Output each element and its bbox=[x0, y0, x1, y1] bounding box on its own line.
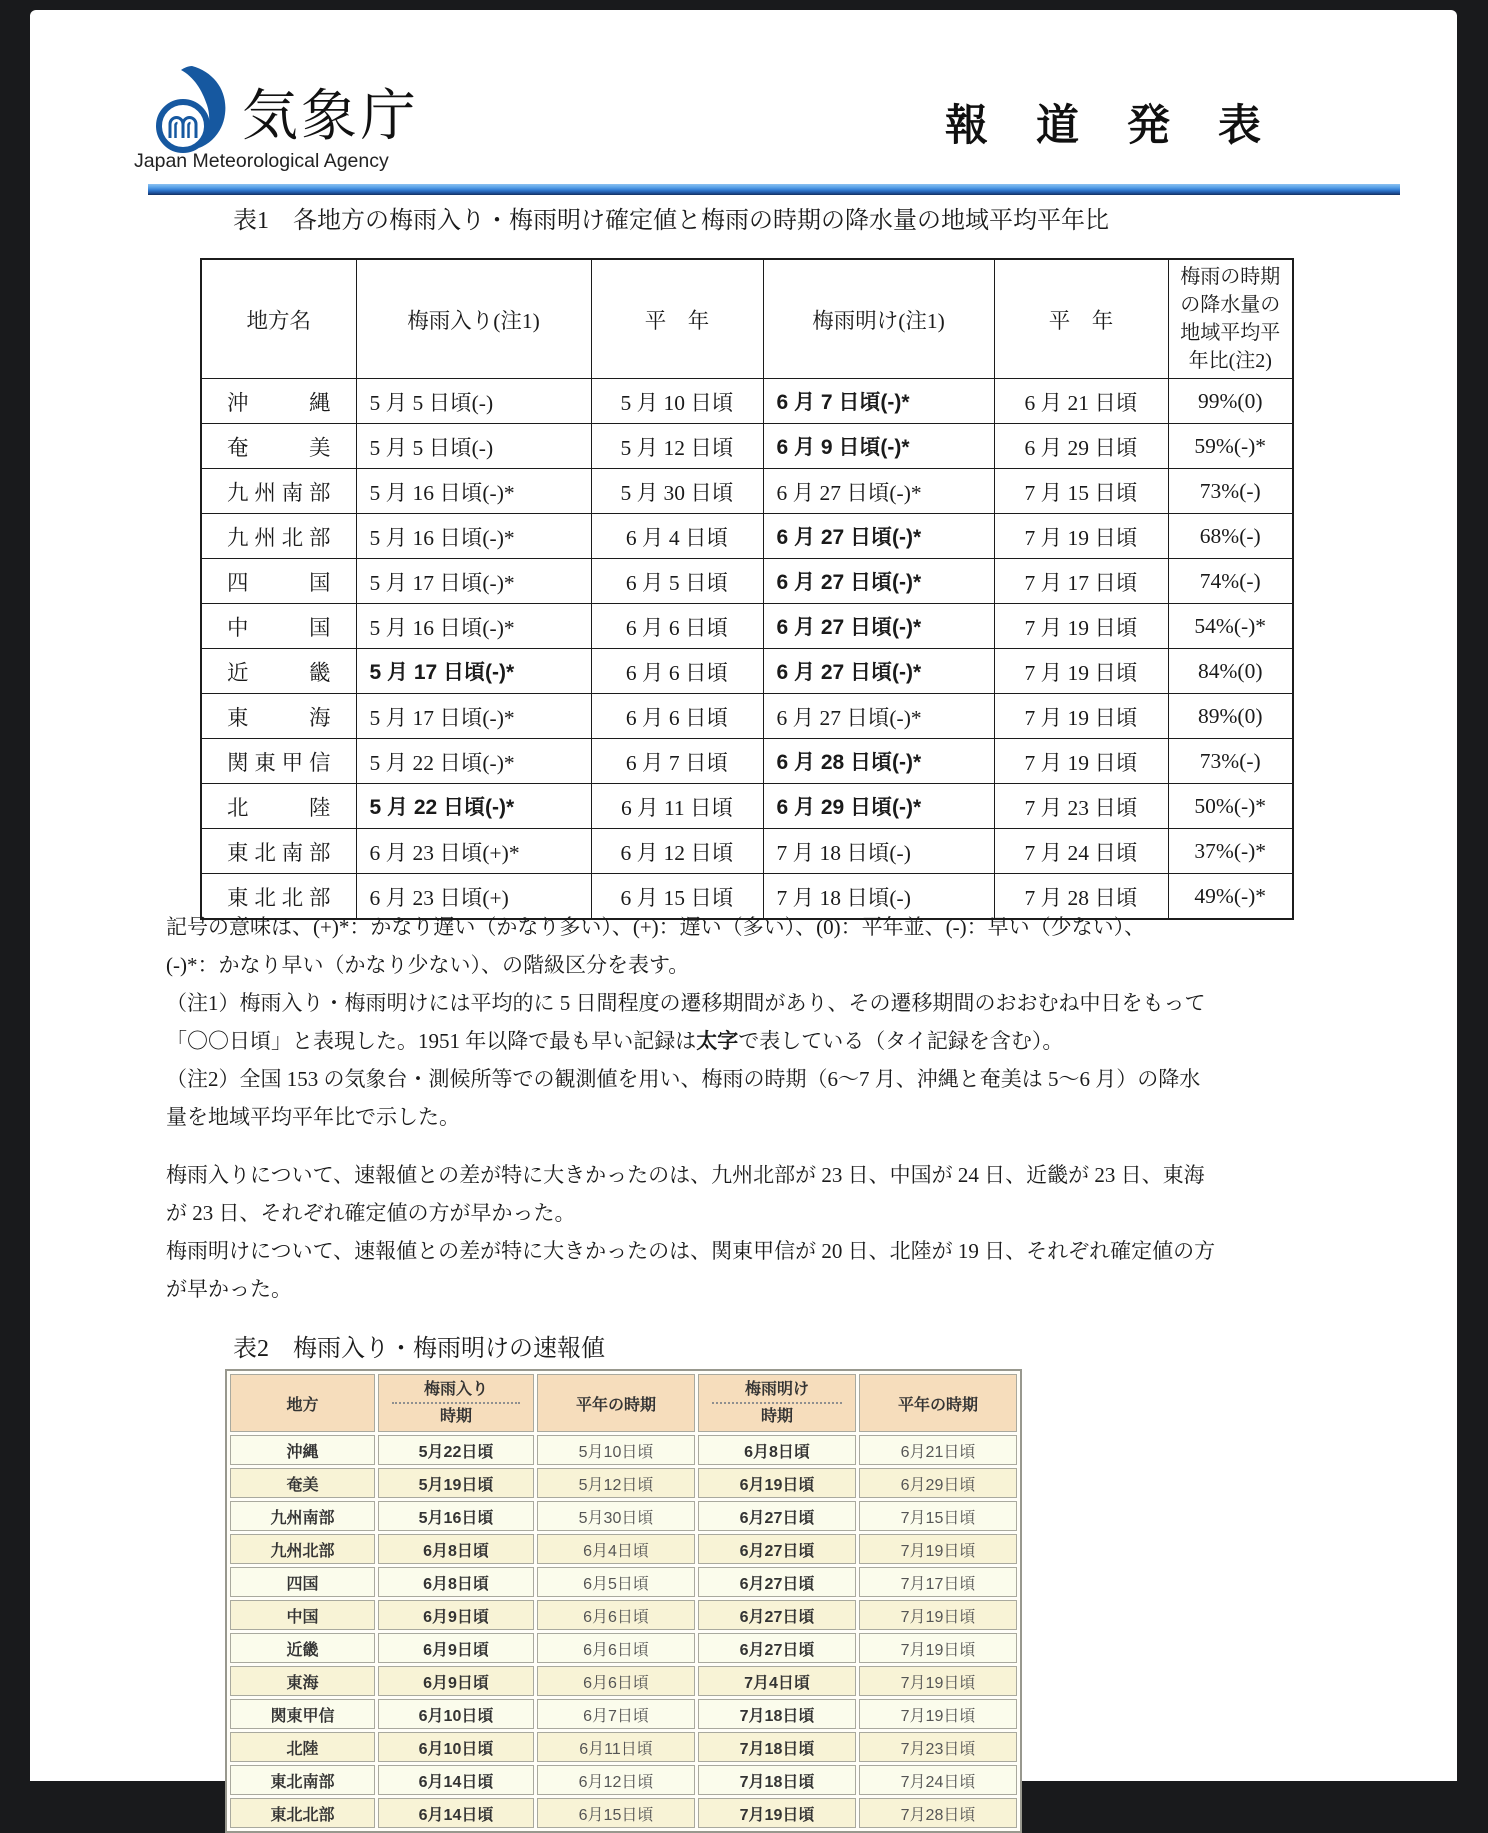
table2-row bbox=[230, 1666, 1017, 1696]
table1-row bbox=[201, 604, 1293, 649]
table1-onset-cell: 5 月 5 日頃(-) bbox=[356, 379, 591, 424]
agency-name-ja: 気象庁 bbox=[242, 84, 419, 147]
table1-region-cell: 北陸 bbox=[201, 784, 356, 829]
table2-row bbox=[230, 1699, 1017, 1729]
table1-end-avg-cell: 7 月 19 日頃 bbox=[994, 649, 1168, 694]
onset-diff-line2: が 23 日、それぞれ確定値の方が早かった。 bbox=[166, 1201, 576, 1225]
table1-ratio-cell: 73%(-) bbox=[1168, 739, 1293, 784]
table2-region-cell: 九州南部 bbox=[230, 1501, 375, 1531]
dotted-divider bbox=[712, 1402, 841, 1404]
table2-region-cell: 九州北部 bbox=[230, 1534, 375, 1564]
table1-onset-avg-cell: 6 月 11 日頃 bbox=[591, 784, 763, 829]
table1-row bbox=[201, 469, 1293, 514]
table1-ratio-cell: 50%(-)* bbox=[1168, 784, 1293, 829]
table1-onset-cell: 5 月 5 日頃(-) bbox=[356, 424, 591, 469]
table1-row bbox=[201, 559, 1293, 604]
table2-region-cell: 東北北部 bbox=[230, 1798, 375, 1828]
press-release-title: 報道発表 bbox=[945, 103, 1309, 150]
table1-end-cell: 6 月 27 日頃(-)* bbox=[763, 694, 994, 739]
table2-region-cell: 関東甲信 bbox=[230, 1699, 375, 1729]
table1-header-onset-normal: 平 年 bbox=[591, 259, 763, 379]
body-paragraphs bbox=[166, 1156, 1215, 1308]
table2-onset-cell: 6月10日頃 bbox=[378, 1732, 534, 1762]
table1-onset-avg-cell: 5 月 10 日頃 bbox=[591, 379, 763, 424]
table2-region-cell: 北陸 bbox=[230, 1732, 375, 1762]
table1-row bbox=[201, 649, 1293, 694]
table1-row bbox=[201, 514, 1293, 559]
table2-onset-avg-cell: 6月6日頃 bbox=[537, 1666, 695, 1696]
table1-ratio-cell: 99%(0) bbox=[1168, 379, 1293, 424]
table2-end-avg-cell: 7月28日頃 bbox=[859, 1798, 1017, 1828]
dotted-divider bbox=[392, 1402, 520, 1404]
table2-header-onset-normal: 平年の時期 bbox=[537, 1374, 695, 1432]
table1-header-row bbox=[201, 259, 1293, 379]
table2-onset-cell: 6月8日頃 bbox=[378, 1567, 534, 1597]
symbol-legend-line1: 記号の意味は、(+)*：かなり遅い（かなり多い）、(+)：遅い（多い）、(0)：平年並、(-)：早い（少ない）、 bbox=[166, 915, 1146, 939]
agency-name-en: Japan Meteorological Agency bbox=[134, 150, 389, 172]
table2-end-cell: 6月27日頃 bbox=[698, 1501, 856, 1531]
table1-header-precip-ratio: 梅雨の時期の降水量の地域平均平年比(注2) bbox=[1168, 259, 1293, 379]
table2-end-cell: 7月18日頃 bbox=[698, 1765, 856, 1795]
table1-onset-cell: 5 月 22 日頃(-)* bbox=[356, 784, 591, 829]
table2-region-cell: 東北南部 bbox=[230, 1765, 375, 1795]
table1-onset-avg-cell: 6 月 7 日頃 bbox=[591, 739, 763, 784]
table2-title: 表2 梅雨入り・梅雨明けの速報値 bbox=[233, 1336, 605, 1362]
table1-onset-avg-cell: 6 月 6 日頃 bbox=[591, 604, 763, 649]
table2-end-cell: 7月4日頃 bbox=[698, 1666, 856, 1696]
table1-title: 表1 各地方の梅雨入り・梅雨明け確定値と梅雨の時期の降水量の地域平均平年比 bbox=[233, 208, 1109, 234]
bold-sample-text: 太字 bbox=[696, 1030, 739, 1053]
table2-onset-avg-cell: 6月4日頃 bbox=[537, 1534, 695, 1564]
table1-onset-cell: 5 月 22 日頃(-)* bbox=[356, 739, 591, 784]
table2-onset-cell: 6月14日頃 bbox=[378, 1765, 534, 1795]
table2-onset-avg-cell: 6月15日頃 bbox=[537, 1798, 695, 1828]
table2-header-end-normal: 平年の時期 bbox=[859, 1374, 1017, 1432]
table1-onset-cell: 5 月 17 日頃(-)* bbox=[356, 559, 591, 604]
onset-diff-line1: 梅雨入りについて、速報値との差が特に大きかったのは、九州北部が 23 日、中国が 24 日、近畿が 23 日、東海 bbox=[166, 1163, 1205, 1187]
table1-onset-cell: 6 月 23 日頃(+) bbox=[356, 874, 591, 920]
table2-end-cell: 7月18日頃 bbox=[698, 1732, 856, 1762]
table2-row bbox=[230, 1600, 1017, 1630]
table2-header-region: 地方 bbox=[230, 1374, 375, 1432]
table1-region-cell: 四国 bbox=[201, 559, 356, 604]
table2-onset-cell: 6月9日頃 bbox=[378, 1666, 534, 1696]
table1-row bbox=[201, 739, 1293, 784]
table1-onset-avg-cell: 5 月 30 日頃 bbox=[591, 469, 763, 514]
note1-line1: （注1）梅雨入り・梅雨明けには平均的に 5 日間程度の遷移期間があり、その遷移期間のおおむね中日をもって bbox=[166, 991, 1206, 1015]
table2-onset-cell: 6月9日頃 bbox=[378, 1600, 534, 1630]
table1-region-cell: 九州南部 bbox=[201, 469, 356, 514]
table2-end-avg-cell: 6月21日頃 bbox=[859, 1435, 1017, 1465]
table2-end-avg-cell: 6月29日頃 bbox=[859, 1468, 1017, 1498]
table1-end-avg-cell: 6 月 21 日頃 bbox=[994, 379, 1168, 424]
table1-end-cell: 7 月 18 日頃(-) bbox=[763, 829, 994, 874]
table1-end-cell: 6 月 27 日頃(-)* bbox=[763, 559, 994, 604]
note1-line2: 「〇〇日頃」と表現した。1951 年以降で最も早い記録は太字で表している（タイ記録を含む）。 bbox=[166, 1029, 1064, 1053]
table1-onset-cell: 5 月 16 日頃(-)* bbox=[356, 604, 591, 649]
table1-ratio-cell: 54%(-)* bbox=[1168, 604, 1293, 649]
table2-row bbox=[230, 1435, 1017, 1465]
table1-row bbox=[201, 829, 1293, 874]
document-page bbox=[30, 10, 1457, 1824]
table2-onset-avg-cell: 6月12日頃 bbox=[537, 1765, 695, 1795]
table1-end-avg-cell: 7 月 15 日頃 bbox=[994, 469, 1168, 514]
table2-end-cell: 7月18日頃 bbox=[698, 1699, 856, 1729]
table2-onset-cell: 6月8日頃 bbox=[378, 1534, 534, 1564]
note2-line1: （注2）全国 153 の気象台・測候所等での観測値を用い、梅雨の時期（6～7 月、沖縄と奄美は 5～6 月）の降水 bbox=[166, 1067, 1201, 1091]
table1-onset-avg-cell: 6 月 6 日頃 bbox=[591, 694, 763, 739]
table2-header-onset: 梅雨入り 時期 bbox=[378, 1374, 534, 1432]
table1-end-avg-cell: 7 月 23 日頃 bbox=[994, 784, 1168, 829]
table1-end-avg-cell: 7 月 19 日頃 bbox=[994, 694, 1168, 739]
table2-end-avg-cell: 7月19日頃 bbox=[859, 1699, 1017, 1729]
table2-row bbox=[230, 1732, 1017, 1762]
table1-region-cell: 沖縄 bbox=[201, 379, 356, 424]
table2-onset-avg-cell: 6月6日頃 bbox=[537, 1600, 695, 1630]
note2-line2: 量を地域平均平年比で示した。 bbox=[166, 1105, 460, 1129]
table2-onset-avg-cell: 5月30日頃 bbox=[537, 1501, 695, 1531]
table2-end-avg-cell: 7月19日頃 bbox=[859, 1633, 1017, 1663]
table1-end-cell: 6 月 27 日頃(-)* bbox=[763, 469, 994, 514]
table2-region-cell: 中国 bbox=[230, 1600, 375, 1630]
table1-end-avg-cell: 7 月 19 日頃 bbox=[994, 514, 1168, 559]
table2-region-cell: 奄美 bbox=[230, 1468, 375, 1498]
table2-end-cell: 6月27日頃 bbox=[698, 1600, 856, 1630]
table1-end-cell: 7 月 18 日頃(-) bbox=[763, 874, 994, 920]
table2-end-cell: 6月8日頃 bbox=[698, 1435, 856, 1465]
table2-end-cell: 6月27日頃 bbox=[698, 1567, 856, 1597]
table2-onset-cell: 5月19日頃 bbox=[378, 1468, 534, 1498]
table1-region-cell: 関東甲信 bbox=[201, 739, 356, 784]
table2-end-cell: 6月27日頃 bbox=[698, 1534, 856, 1564]
table1-region-cell: 奄美 bbox=[201, 424, 356, 469]
table2-region-cell: 四国 bbox=[230, 1567, 375, 1597]
table1-onset-cell: 5 月 17 日頃(-)* bbox=[356, 694, 591, 739]
table1-onset-avg-cell: 6 月 15 日頃 bbox=[591, 874, 763, 920]
table1-header-end-normal: 平 年 bbox=[994, 259, 1168, 379]
table1-onset-avg-cell: 6 月 6 日頃 bbox=[591, 649, 763, 694]
table1-onset-avg-cell: 6 月 4 日頃 bbox=[591, 514, 763, 559]
table2-header-row bbox=[230, 1374, 1017, 1432]
table1-end-cell: 6 月 27 日頃(-)* bbox=[763, 514, 994, 559]
table1-ratio-cell: 84%(0) bbox=[1168, 649, 1293, 694]
table1-notes bbox=[166, 908, 1206, 1136]
table2-end-avg-cell: 7月15日頃 bbox=[859, 1501, 1017, 1531]
table2-end-avg-cell: 7月19日頃 bbox=[859, 1600, 1017, 1630]
table1-row bbox=[201, 379, 1293, 424]
table1-row bbox=[201, 784, 1293, 829]
table1-end-avg-cell: 7 月 19 日頃 bbox=[994, 739, 1168, 784]
end-diff-line2: が早かった。 bbox=[166, 1277, 292, 1301]
table2-row bbox=[230, 1798, 1017, 1828]
table1-region-cell: 九州北部 bbox=[201, 514, 356, 559]
table1-ratio-cell: 37%(-)* bbox=[1168, 829, 1293, 874]
table2-onset-avg-cell: 6月5日頃 bbox=[537, 1567, 695, 1597]
table2 bbox=[225, 1369, 1022, 1833]
table1-region-cell: 東北北部 bbox=[201, 874, 356, 920]
table2-end-cell: 7月19日頃 bbox=[698, 1798, 856, 1828]
table2-onset-avg-cell: 6月7日頃 bbox=[537, 1699, 695, 1729]
table1-ratio-cell: 59%(-)* bbox=[1168, 424, 1293, 469]
table1-end-cell: 6 月 27 日頃(-)* bbox=[763, 649, 994, 694]
table2-end-cell: 6月19日頃 bbox=[698, 1468, 856, 1498]
table1-onset-cell: 5 月 16 日頃(-)* bbox=[356, 469, 591, 514]
table2-region-cell: 近畿 bbox=[230, 1633, 375, 1663]
table2-onset-cell: 6月14日頃 bbox=[378, 1798, 534, 1828]
table1-onset-cell: 6 月 23 日頃(+)* bbox=[356, 829, 591, 874]
table2-end-avg-cell: 7月17日頃 bbox=[859, 1567, 1017, 1597]
table2-onset-avg-cell: 5月10日頃 bbox=[537, 1435, 695, 1465]
table1-end-avg-cell: 7 月 17 日頃 bbox=[994, 559, 1168, 604]
table1-end-avg-cell: 7 月 19 日頃 bbox=[994, 604, 1168, 649]
table1-end-cell: 6 月 7 日頃(-)* bbox=[763, 379, 994, 424]
table1-ratio-cell: 74%(-) bbox=[1168, 559, 1293, 604]
table1-onset-avg-cell: 6 月 12 日頃 bbox=[591, 829, 763, 874]
table1-region-cell: 東海 bbox=[201, 694, 356, 739]
table2-onset-cell: 6月10日頃 bbox=[378, 1699, 534, 1729]
table2-onset-cell: 5月22日頃 bbox=[378, 1435, 534, 1465]
table2-onset-avg-cell: 6月6日頃 bbox=[537, 1633, 695, 1663]
table2-end-avg-cell: 7月19日頃 bbox=[859, 1534, 1017, 1564]
table2-row bbox=[230, 1501, 1017, 1531]
table1-end-cell: 6 月 29 日頃(-)* bbox=[763, 784, 994, 829]
table1-region-cell: 近畿 bbox=[201, 649, 356, 694]
table2-row bbox=[230, 1567, 1017, 1597]
table2-row bbox=[230, 1765, 1017, 1795]
table2-end-avg-cell: 7月19日頃 bbox=[859, 1666, 1017, 1696]
table2-end-cell: 6月27日頃 bbox=[698, 1633, 856, 1663]
symbol-legend-line2: (-)*：かなり早い（かなり少ない）、の階級区分を表す。 bbox=[166, 953, 690, 977]
table1-ratio-cell: 89%(0) bbox=[1168, 694, 1293, 739]
table1-region-cell: 東北南部 bbox=[201, 829, 356, 874]
table1-row bbox=[201, 424, 1293, 469]
table1 bbox=[200, 258, 1294, 920]
table1-ratio-cell: 73%(-) bbox=[1168, 469, 1293, 514]
table1-onset-avg-cell: 6 月 5 日頃 bbox=[591, 559, 763, 604]
table1-end-cell: 6 月 9 日頃(-)* bbox=[763, 424, 994, 469]
table1-end-avg-cell: 7 月 28 日頃 bbox=[994, 874, 1168, 920]
table2-region-cell: 東海 bbox=[230, 1666, 375, 1696]
table1-ratio-cell: 49%(-)* bbox=[1168, 874, 1293, 920]
header-divider bbox=[148, 184, 1400, 195]
table1-end-cell: 6 月 28 日頃(-)* bbox=[763, 739, 994, 784]
table1-end-avg-cell: 7 月 24 日頃 bbox=[994, 829, 1168, 874]
table1-region-cell: 中国 bbox=[201, 604, 356, 649]
table2-onset-cell: 5月16日頃 bbox=[378, 1501, 534, 1531]
table2-end-avg-cell: 7月24日頃 bbox=[859, 1765, 1017, 1795]
table1-header-region: 地方名 bbox=[201, 259, 356, 379]
table1-row bbox=[201, 694, 1293, 739]
table1-onset-avg-cell: 5 月 12 日頃 bbox=[591, 424, 763, 469]
table1-header-onset: 梅雨入り(注1) bbox=[356, 259, 591, 379]
table1-header-end: 梅雨明け(注1) bbox=[763, 259, 994, 379]
table2-region-cell: 沖縄 bbox=[230, 1435, 375, 1465]
table2-row bbox=[230, 1633, 1017, 1663]
table2-header-end: 梅雨明け 時期 bbox=[698, 1374, 856, 1432]
table2-onset-avg-cell: 6月11日頃 bbox=[537, 1732, 695, 1762]
end-diff-line1: 梅雨明けについて、速報値との差が特に大きかったのは、関東甲信が 20 日、北陸が 19 日、それぞれ確定値の方 bbox=[166, 1239, 1216, 1263]
table1-end-cell: 6 月 27 日頃(-)* bbox=[763, 604, 994, 649]
table2-onset-avg-cell: 5月12日頃 bbox=[537, 1468, 695, 1498]
table1-ratio-cell: 68%(-) bbox=[1168, 514, 1293, 559]
table2-end-avg-cell: 7月23日頃 bbox=[859, 1732, 1017, 1762]
table1-end-avg-cell: 6 月 29 日頃 bbox=[994, 424, 1168, 469]
table2-onset-cell: 6月9日頃 bbox=[378, 1633, 534, 1663]
table2-row bbox=[230, 1468, 1017, 1498]
table1-onset-cell: 5 月 16 日頃(-)* bbox=[356, 514, 591, 559]
table1-onset-cell: 5 月 17 日頃(-)* bbox=[356, 649, 591, 694]
table2-row bbox=[230, 1534, 1017, 1564]
